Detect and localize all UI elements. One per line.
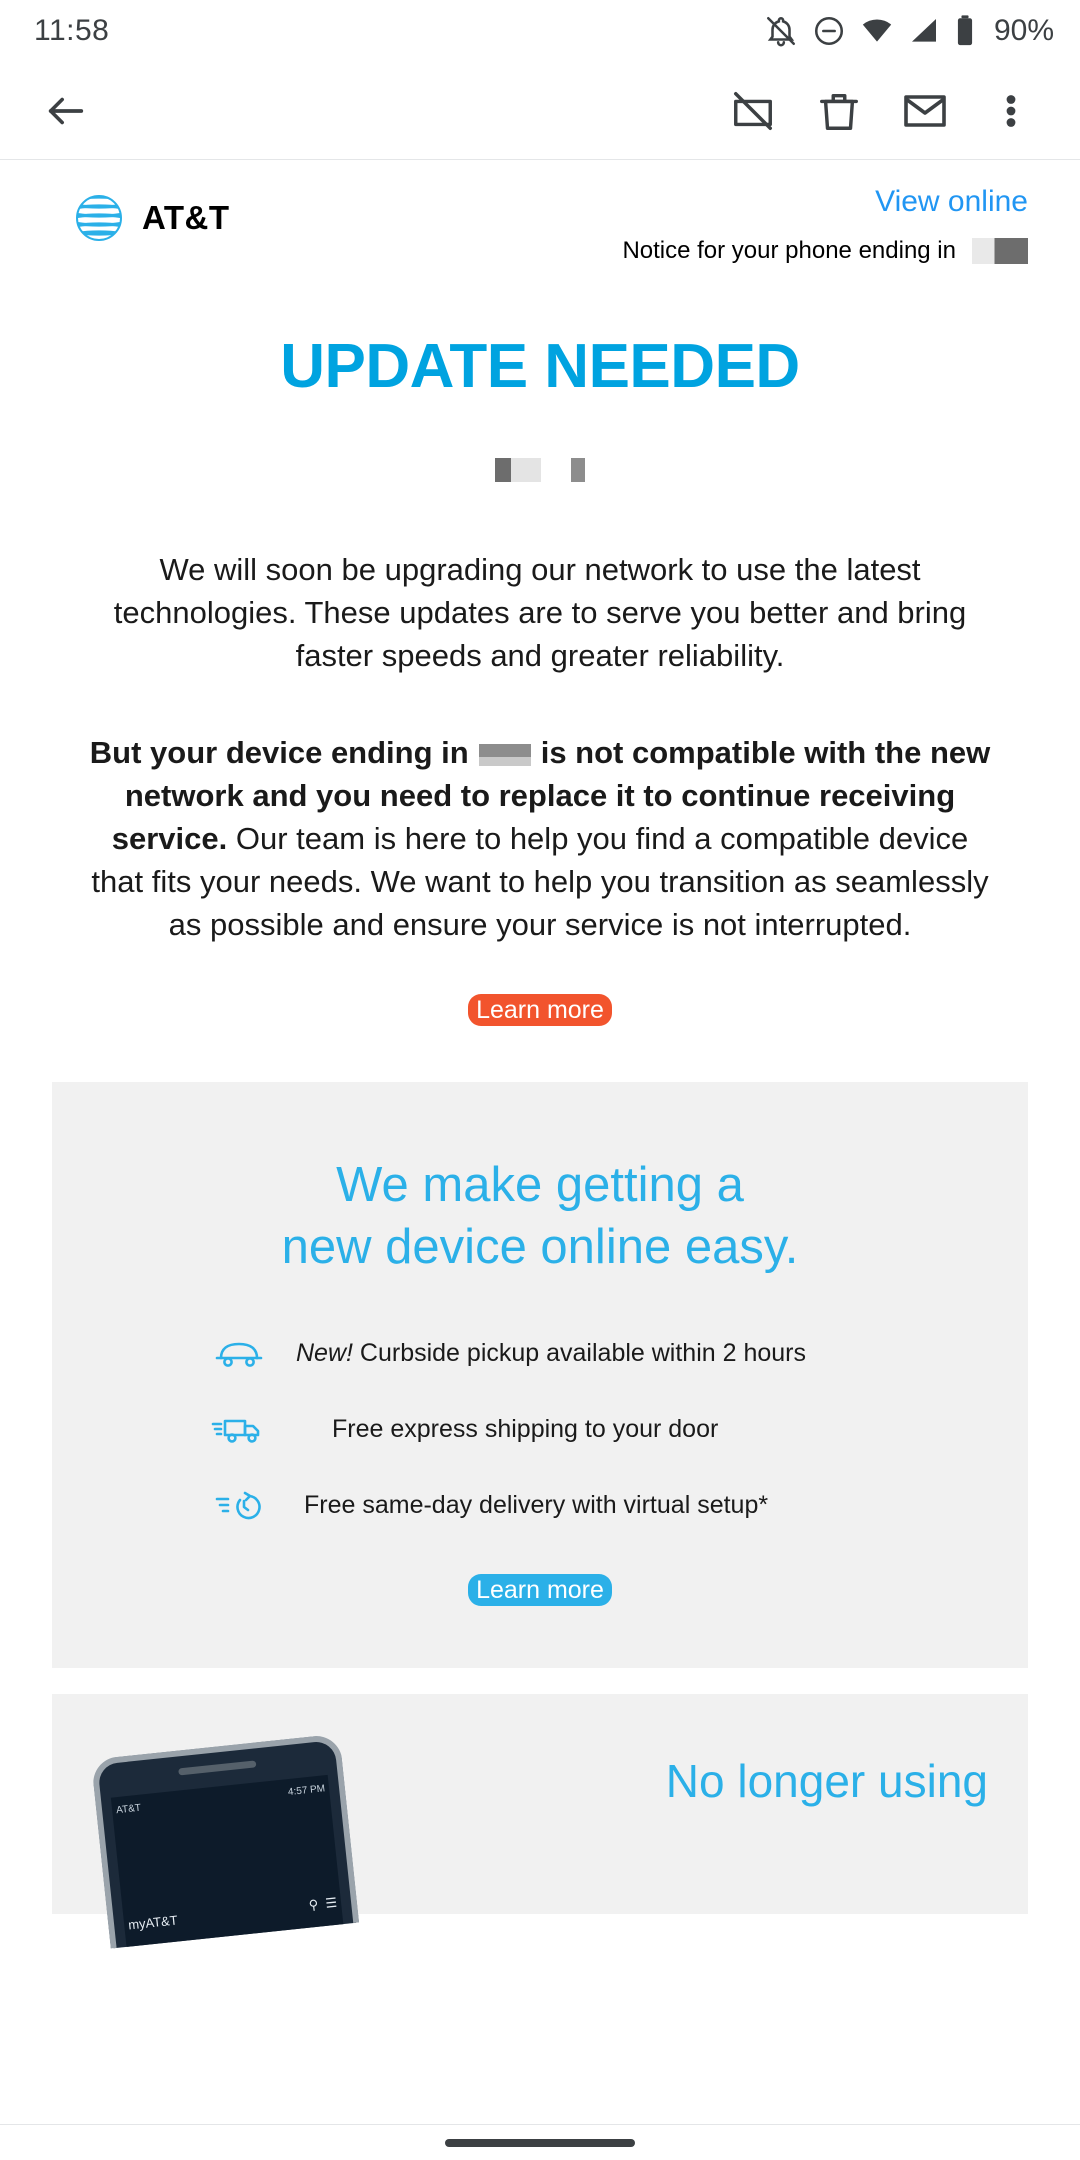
notice-for-phone-line xyxy=(622,237,1028,265)
email-header xyxy=(0,161,1080,264)
promo-title-line-2: new device online easy. xyxy=(281,1220,799,1274)
wifi-icon xyxy=(860,14,894,48)
phone-device-image xyxy=(91,1733,359,1948)
archive-icon[interactable] xyxy=(710,75,796,147)
email-toolbar xyxy=(0,62,1080,160)
page-title: UPDATE NEEDED xyxy=(280,332,800,401)
list-item xyxy=(210,1330,870,1376)
att-wordmark: AT&T xyxy=(142,199,230,236)
more-options-icon[interactable] xyxy=(968,75,1054,147)
promo-card-new-device xyxy=(52,1082,1028,1668)
battery-percent-label: 90% xyxy=(993,14,1054,47)
promo-title xyxy=(52,1154,1028,1278)
list-item-label xyxy=(332,1415,718,1444)
mark-unread-icon[interactable] xyxy=(882,75,968,147)
bold-lead-b: is not compatible with the new network and you need to replace it to continue receiving service. xyxy=(111,735,991,856)
battery-icon xyxy=(954,14,976,48)
view-online-link[interactable]: View online xyxy=(875,185,1028,218)
list-item xyxy=(210,1406,870,1452)
list-item-text: Free same-day delivery with virtual setup* xyxy=(304,1490,769,1519)
notifications-off-icon xyxy=(764,14,798,48)
list-item-text: Free express shipping to your door xyxy=(332,1414,719,1443)
delete-icon[interactable] xyxy=(796,75,882,147)
list-item-label xyxy=(296,1339,806,1368)
paragraph-rest: Our team is here to help you find a compatible device that fits your needs. We want to help you transition as seamlessly as possible and ensure your service is not interrupted. xyxy=(91,821,989,942)
paragraph-device-incompatible xyxy=(88,731,992,946)
phone-app-row: myAT&T ⚲ ☰ xyxy=(127,1894,338,1933)
promo-benefits-list xyxy=(52,1330,1028,1528)
promo2-title: No longer using xyxy=(665,1755,988,1807)
phone-speaker xyxy=(178,1760,256,1775)
status-bar xyxy=(0,0,1080,62)
notice-text: Notice for your phone ending in xyxy=(622,237,956,264)
redacted-device-digits xyxy=(479,744,531,766)
status-bar-icons xyxy=(764,14,1054,48)
phone-status-line: AT&T 4:57 PM xyxy=(115,1783,326,1817)
promo-title-line-1: We make getting a xyxy=(336,1158,744,1212)
list-item-label xyxy=(304,1491,768,1520)
att-globe-icon xyxy=(70,189,128,247)
redacted-phone-digits xyxy=(972,238,1028,264)
system-navigation-bar xyxy=(0,2124,1080,2160)
cellular-signal-icon xyxy=(908,14,940,48)
learn-more-link-primary[interactable]: Learn more xyxy=(468,994,612,1026)
status-bar-clock: 11:58 xyxy=(34,14,110,47)
bold-lead-a: But your device ending in xyxy=(89,735,469,770)
att-logo xyxy=(70,189,230,247)
list-item-text: Curbside pickup available within 2 hours xyxy=(352,1338,806,1367)
express-shipping-truck-icon xyxy=(210,1406,268,1452)
curbside-pickup-car-icon xyxy=(210,1330,268,1376)
email-body[interactable] xyxy=(0,161,1080,2124)
paragraph-network-upgrade: We will soon be upgrading our network to use the latest technologies. These updates are to serve you better and bring faster speeds and greater reliability. xyxy=(113,552,967,673)
same-day-delivery-clock-icon xyxy=(210,1482,268,1528)
redacted-name-block xyxy=(495,458,585,482)
list-item xyxy=(210,1482,870,1528)
back-arrow-icon[interactable] xyxy=(30,75,102,147)
list-item-emphasis: New! xyxy=(296,1338,353,1367)
learn-more-link-promo[interactable]: Learn more xyxy=(468,1574,612,1606)
home-gesture-pill[interactable] xyxy=(445,2139,635,2147)
promo-card-no-longer-using xyxy=(52,1694,1028,1933)
do-not-disturb-icon xyxy=(812,14,846,48)
